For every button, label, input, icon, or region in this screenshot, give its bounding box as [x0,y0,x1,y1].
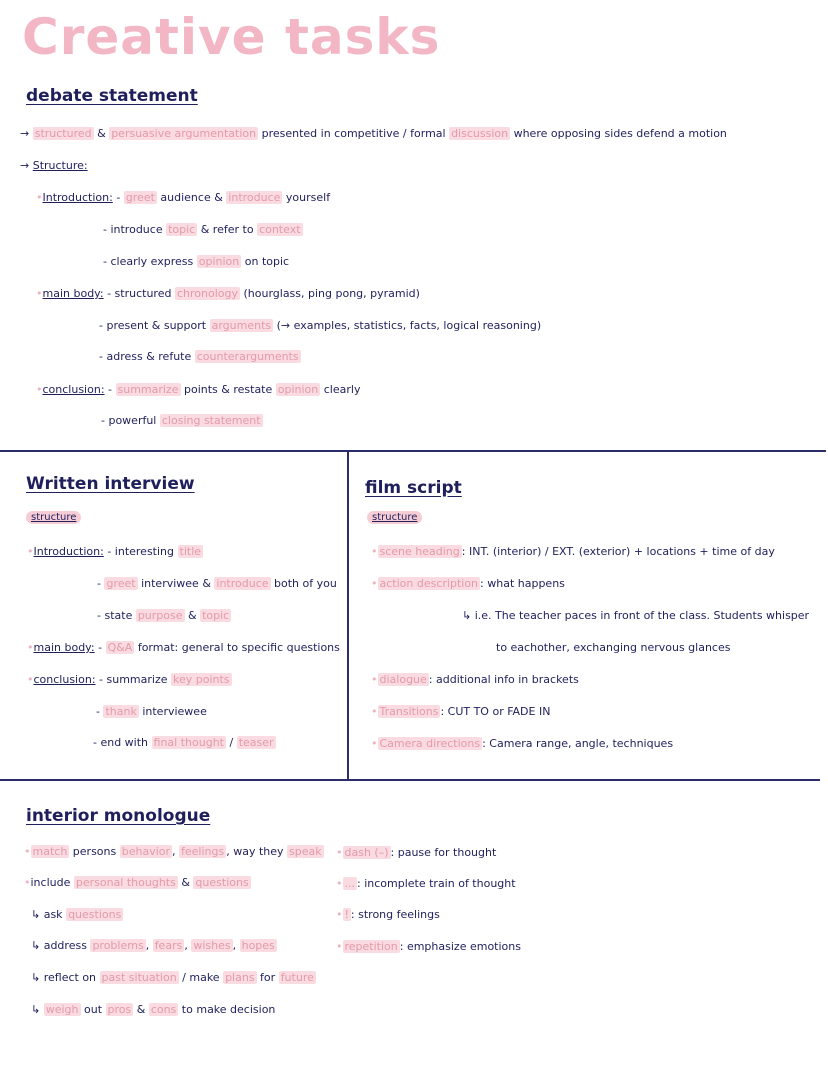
interview-conclusion-line-2: - thank interviewee [96,705,207,718]
monologue-left-line-5: ↳ reflect on past situation / make plans for future [31,971,314,984]
interview-body-line-1: •main body: - Q&A format: general to specific questions [27,641,340,654]
arrow-icon: → [20,159,30,172]
bullet-icon: • [371,737,378,750]
bullet-icon: • [36,383,43,396]
film-line-7: • Camera directions : Camera range, angle, techniques [371,737,674,750]
interview-intro-line-3: - state purpose & topic [97,609,230,622]
film-line-2: • action description : what happens [371,577,565,590]
bullet-icon: • [371,705,378,718]
monologue-right-line-2: • ... : incomplete train of thought [336,877,516,890]
debate-body-line-1: •main body: - structured chronology (hourglass, ping pong, pyramid) [36,287,420,300]
bullet-icon: • [371,545,378,558]
monologue-right-line-1: • dash (–) : pause for thought [336,846,497,859]
bullet-icon: • [336,846,343,859]
bullet-icon: • [24,876,31,889]
film-line-1: • scene heading : INT. (interior) / EXT. (exterior) + locations + time of day [371,545,775,558]
debate-intro-line-3: - clearly express opinion on topic [103,255,290,268]
debate-conclusion-line-2: - powerful closing statement [101,414,261,427]
bullet-icon: • [27,545,34,558]
film-structure-badge: structure [367,511,422,524]
debate-conclusion-line-1: •conclusion: - summarize points & restate opinion clearly [36,383,361,396]
bullet-icon: • [24,845,31,858]
divider-vertical [347,450,349,780]
divider-bottom [0,779,820,781]
monologue-heading: interior monologue [26,806,211,826]
page-title: Creative tasks [22,8,441,66]
film-line-6: • Transitions : CUT TO or FADE IN [371,705,551,718]
arrow-icon: → [20,127,30,140]
bullet-icon: • [27,673,34,686]
bullet-icon: • [27,641,34,654]
monologue-left-line-4: ↳ address problems , fears , wishes , hopes [31,939,275,952]
bullet-icon: • [371,577,378,590]
debate-body-line-2: - present & support arguments (→ examples, statistics, facts, logical reasoning) [99,319,542,332]
monologue-left-line-3: ↳ ask questions [31,908,122,921]
debate-intro-line-1: •Introduction: - greet audience & introduce yourself [36,191,331,204]
debate-structure-label: → Structure: [20,159,88,172]
film-line-3: ↳ i.e. The teacher paces in front of the class. Students whisper [462,609,810,622]
film-heading: film script [365,478,462,498]
monologue-right-line-3: • ! : strong feelings [336,908,440,921]
monologue-right-line-4: • repetition : emphasize emotions [336,940,521,953]
bullet-icon: • [336,877,343,890]
monologue-left-line-1: • match persons behavior , feelings , way they speak [24,845,322,858]
interview-heading: Written interview [26,474,195,494]
debate-definition: → structured & persuasive argumentation presented in competitive / formal discussion where opposing sides defend a motion [20,127,727,140]
debate-intro-line-2: - introduce topic & refer to context [103,223,301,236]
interview-conclusion-line-1: •conclusion: - summarize key points [27,673,230,686]
interview-conclusion-line-3: - end with final thought / teaser [93,736,274,749]
bullet-icon: • [36,287,43,300]
bullet-icon: • [336,940,343,953]
debate-body-line-3: - adress & refute counterarguments [99,350,299,363]
interview-structure-badge: structure [26,511,81,524]
divider-top [0,450,826,452]
bullet-icon: • [371,673,378,686]
debate-heading: debate statement [26,86,198,106]
film-line-5: • dialogue : additional info in brackets [371,673,579,686]
interview-intro-line-1: •Introduction: - interesting title [27,545,202,558]
interview-intro-line-2: - greet interviwee & introduce both of you [97,577,337,590]
bullet-icon: • [36,191,43,204]
film-line-4: to eachother, exchanging nervous glances [496,641,731,654]
monologue-left-line-2: •include personal thoughts & questions [24,876,249,889]
bullet-icon: • [336,908,343,921]
monologue-left-line-6: ↳ weigh out pros & cons to make decision [31,1003,276,1016]
